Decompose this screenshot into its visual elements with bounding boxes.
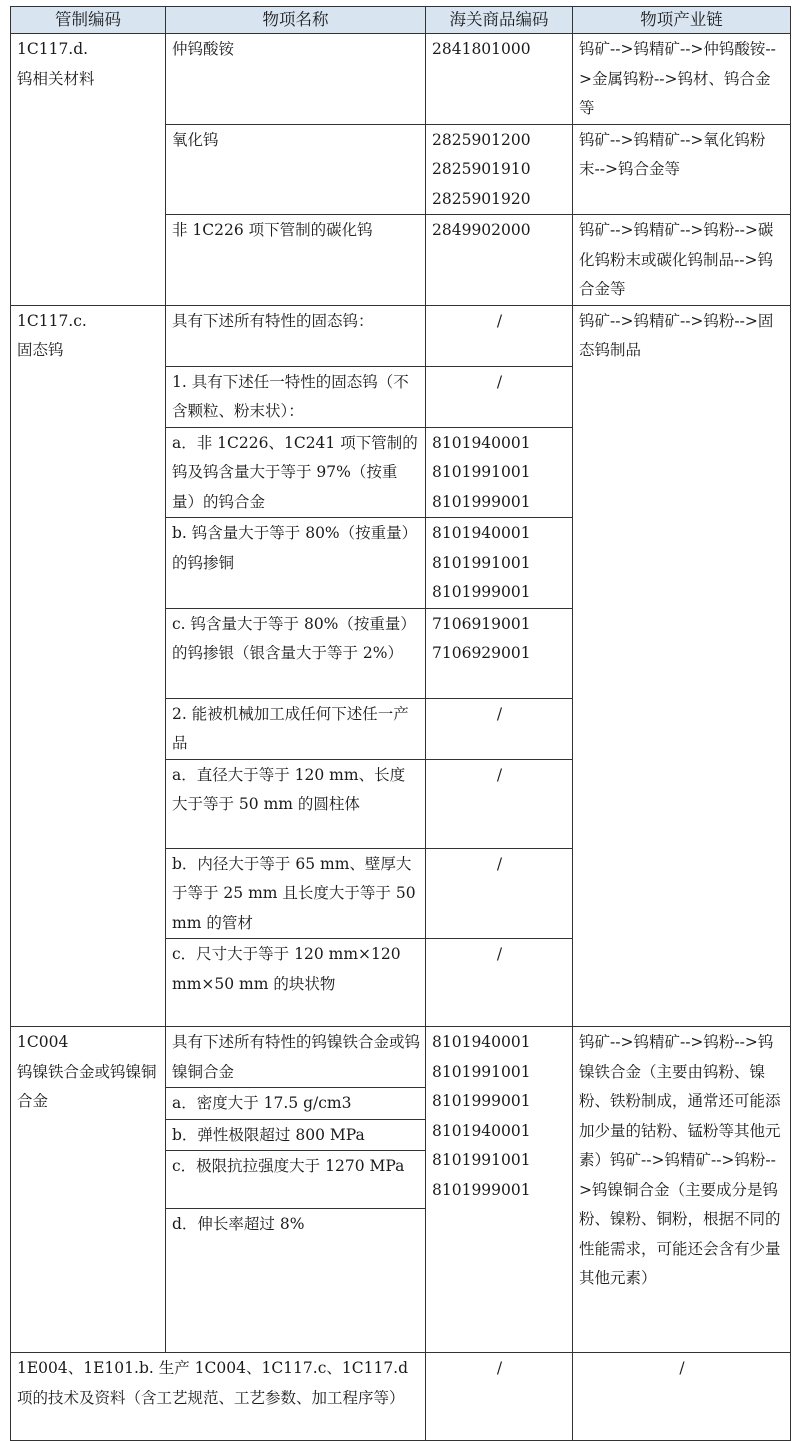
customs-code-cell [426, 215, 573, 306]
item-name: a．密度大于 17.5 g/cm3 [166, 1088, 426, 1120]
customs-code-cell [426, 124, 573, 215]
table-header-row [11, 7, 791, 34]
item-name: c. 钨含量大于等于 80%（按重量）的钨掺银（银含量大于等于 2%） [166, 608, 426, 698]
customs-code: / [426, 759, 573, 848]
header-control-code: 管制编码 [11, 7, 166, 34]
control-category: 钨镍铁合金或钨镍铜合金 [17, 1062, 157, 1110]
customs-code: 8101991001 [432, 553, 531, 572]
customs-code-cell [426, 427, 573, 518]
header-customs-code: 海关商品编码 [426, 7, 573, 34]
customs-code: 8101940001 [432, 1033, 531, 1051]
item-name: a．直径大于等于 120 mm、长度大于等于 50 mm 的圆柱体 [166, 759, 426, 848]
customs-code: 8101991001 [432, 1062, 531, 1081]
control-code: 1C004 [17, 1033, 69, 1051]
customs-code: / [426, 1353, 573, 1441]
table-row [11, 1353, 791, 1441]
item-name: d．伸长率超过 8% [166, 1209, 426, 1353]
customs-code: 8101991001 [432, 1151, 531, 1169]
item-name: 具有下述所有特性的固态钨： [166, 305, 426, 366]
customs-code: 8101991001 [432, 463, 531, 481]
table-row [11, 305, 791, 366]
customs-code: 8101999001 [432, 1092, 531, 1110]
item-name: c．极限抗拉强度大于 1270 MPa [166, 1151, 426, 1209]
header-item-name: 物项名称 [166, 7, 426, 34]
item-name: b. 钨含量大于等于 80%（按重量）的钨掺铜 [166, 518, 426, 609]
header-industry-chain: 物项产业链 [573, 7, 791, 34]
customs-code: 8101999001 [432, 1180, 531, 1199]
control-category: 固态钨 [17, 341, 64, 359]
item-name: 具有下述所有特性的钨镍铁合金或钨镍铜合金 [166, 1027, 426, 1088]
customs-code-cell [426, 34, 573, 125]
item-name: c．尺寸大于等于 120 mm×120 mm×50 mm 的块状物 [166, 939, 426, 1027]
item-name: 氧化钨 [166, 124, 426, 215]
customs-code-cell [426, 608, 573, 698]
item-name: 2. 能被机械加工成任何下述任一产品 [166, 698, 426, 759]
item-name: b．弹性极限超过 800 MPa [166, 1119, 426, 1151]
table-row [11, 34, 791, 125]
customs-code: 2849902000 [432, 221, 531, 239]
control-category: 钨相关材料 [17, 69, 95, 88]
control-code-cell [11, 1027, 166, 1353]
customs-code: / [426, 305, 573, 366]
customs-code: 2841801000 [432, 40, 531, 58]
industry-chain: 钨矿-->钨精矿-->钨粉-->碳化钨粉末或碳化钨制品-->钨合金等 [573, 215, 791, 306]
customs-code: 8101940001 [432, 1121, 531, 1140]
industry-chain: 钨矿-->钨精矿-->钨粉-->钨镍铁合金（主要由钨粉、镍粉、铁粉制成，通常还可能添加少量的钴粉、锰粉等其他元素）钨矿-->钨精矿-->钨粉-->钨镍铜合金（主要成分是钨粉、镍粉、铜粉，根据不同的性能需求，可能还会含有少量其他元素） [573, 1027, 791, 1353]
item-name: a．非 1C226、1C241 项下管制的钨及钨含量大于等于 97%（按重量）的钨合金 [166, 427, 426, 518]
customs-code: 8101940001 [432, 433, 531, 452]
customs-code: 8101999001 [432, 583, 531, 601]
customs-code: / [426, 939, 573, 1027]
customs-code-cell [426, 1027, 573, 1353]
item-name: 仲钨酸铵 [166, 34, 426, 125]
item-name: 1. 具有下述任一特性的固态钨（不含颗粒、粉末状）： [166, 366, 426, 427]
customs-code: 8101940001 [432, 524, 531, 542]
control-code-cell [11, 34, 166, 306]
export-control-table [10, 6, 790, 1441]
customs-code: 2825901200 [432, 130, 531, 149]
industry-chain: 钨矿-->钨精矿-->仲钨酸铵-->金属钨粉-->钨材、钨合金等 [573, 34, 791, 125]
technology-item: 1E004、1E101.b. 生产 1C004、1C117.c、1C117.d 项的技术及资料（含工艺规范、工艺参数、加工程序等） [11, 1353, 426, 1441]
item-name: b．内径大于等于 65 mm、壁厚大于等于 25 mm 且长度大于等于 50 mm 的管材 [166, 848, 426, 939]
industry-chain: 钨矿-->钨精矿-->钨粉-->固态钨制品 [573, 305, 791, 1027]
customs-code-cell [426, 518, 573, 609]
table-row [11, 1027, 791, 1088]
customs-code: / [426, 698, 573, 759]
item-name: 非 1C226 项下管制的碳化钨 [166, 215, 426, 306]
control-code-cell [11, 305, 166, 1027]
customs-code: / [426, 366, 573, 427]
customs-code: 2825901920 [432, 189, 531, 208]
customs-code: / [426, 848, 573, 939]
industry-chain: / [573, 1353, 791, 1441]
customs-code: 7106929001 [432, 644, 531, 662]
control-items-table [10, 6, 791, 1441]
customs-code: 8101999001 [432, 492, 531, 511]
industry-chain: 钨矿-->钨精矿-->氧化钨粉末-->钨合金等 [573, 124, 791, 215]
control-code: 1C117.d. [17, 40, 89, 58]
customs-code: 7106919001 [432, 614, 531, 633]
control-code: 1C117.c. [17, 311, 87, 330]
customs-code: 2825901910 [432, 160, 531, 178]
